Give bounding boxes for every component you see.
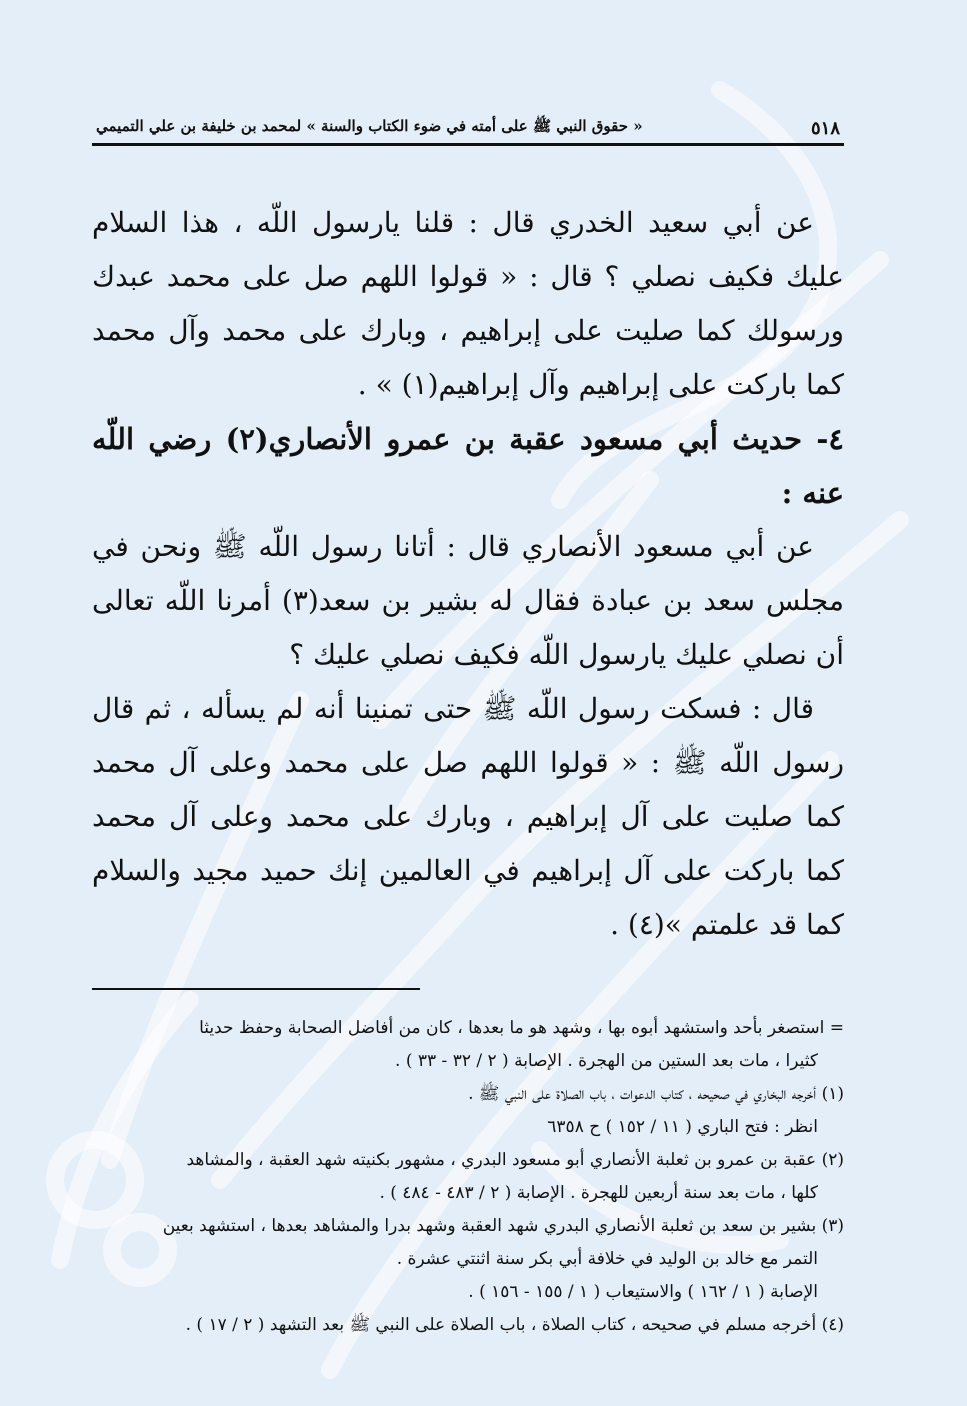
running-title: « حقوق النبي ﷺ على أمته في ضوء الكتاب والسنة » لمحمد بن خليفة بن علي التميمي (96, 117, 643, 135)
footnote-3-line: الإصابة ( ١ / ١٦٢ ) والاستيعاب ( ١ / ١٥٥ - ١٥٦ ) . (468, 1282, 818, 1302)
running-header (92, 110, 844, 146)
footnote-continued-line: كثيرا ، مات بعد الستين من الهجرة . الإصابة ( ٢ / ٣٢ - ٣٣ ) . (395, 1051, 818, 1071)
paragraph-1: عن أبي سعيد الخدري قال : قلنا يارسول اللّه ، هذا السلام عليك فكيف نصلي ؟ قال : « قولوا اللهم صل على محمد عبدك ورسولك كما صليت على إبراهيم ، وبارك على محمد وآل محمد كما باركت على إبراهيم وآل إبراهيم(١) » . (92, 206, 844, 401)
footnote-2: (٢) عقبة بن عمرو بن ثعلبة الأنصاري أبو مسعود البدري ، مشهور بكنيته شهد العقبة ، والمشاهد (186, 1150, 844, 1170)
footnote-continued: = استصغر بأحد واستشهد أبوه بها ، وشهد هو ما بعدها ، كان من أفاضل الصحابة وحفظ حديثا (199, 1018, 844, 1038)
book-page (92, 110, 844, 1380)
footnotes (92, 1012, 844, 1342)
paragraph-3: قال : فسكت رسول اللّه ﷺ حتى تمنينا أنه لم يسأله ، ثم قال رسول اللّه ﷺ : « قولوا اللهم صل على محمد وعلى آل محمد كما صليت على آل إبراهيم ، وبارك على محمد وعلى آل محمد كما باركت على آل إبراهيم في العالمين إنك حميد مجيد والسلام كما قد علمتم »(٤) . (92, 692, 845, 941)
footnote-1-line: انظر : فتح الباري ( ١١ / ١٥٢ ) ح ٦٣٥٨ (547, 1117, 818, 1137)
footnote-divider (92, 988, 420, 990)
footnote-3: (٣) بشير بن سعد بن ثعلبة الأنصاري البدري شهد العقبة وشهد بدرا والمشاهد بعدها ، استشهد بعين (162, 1216, 844, 1236)
footnote-2-line: كلها ، مات بعد سنة أربعين للهجرة . الإصابة ( ٢ / ٤٨٣ - ٤٨٤ ) . (379, 1183, 818, 1203)
main-text (92, 196, 844, 952)
paragraph-2: عن أبي مسعود الأنصاري قال : أتانا رسول اللّه ﷺ ونحن في مجلس سعد بن عبادة فقال له بشير بن سعد(٣) أمرنا اللّه تعالى أن نصلي عليك يارسول اللّه فكيف نصلي عليك ؟ (92, 530, 844, 671)
footnote-3-line: التمر مع خالد بن الوليد في خلافة أبي بكر سنة اثنتي عشرة . (396, 1249, 818, 1269)
page-number: ٥١٨ (810, 118, 840, 139)
footnote-1: (١) أخرجه البخاري في صحيحه ، كتاب الدعوات ، باب الصلاة على النبي ﷺ . (468, 1084, 844, 1104)
footnote-4: (٤) أخرجه مسلم في صحيحه ، كتاب الصلاة ، باب الصلاة على النبي ﷺ بعد التشهد ( ٢ / ١٧ ) . (185, 1315, 844, 1335)
section-heading: ٤- حديث أبي مسعود عقبة بن عمرو الأنصاري(٢) رضي اللّه عنه : (92, 422, 844, 510)
